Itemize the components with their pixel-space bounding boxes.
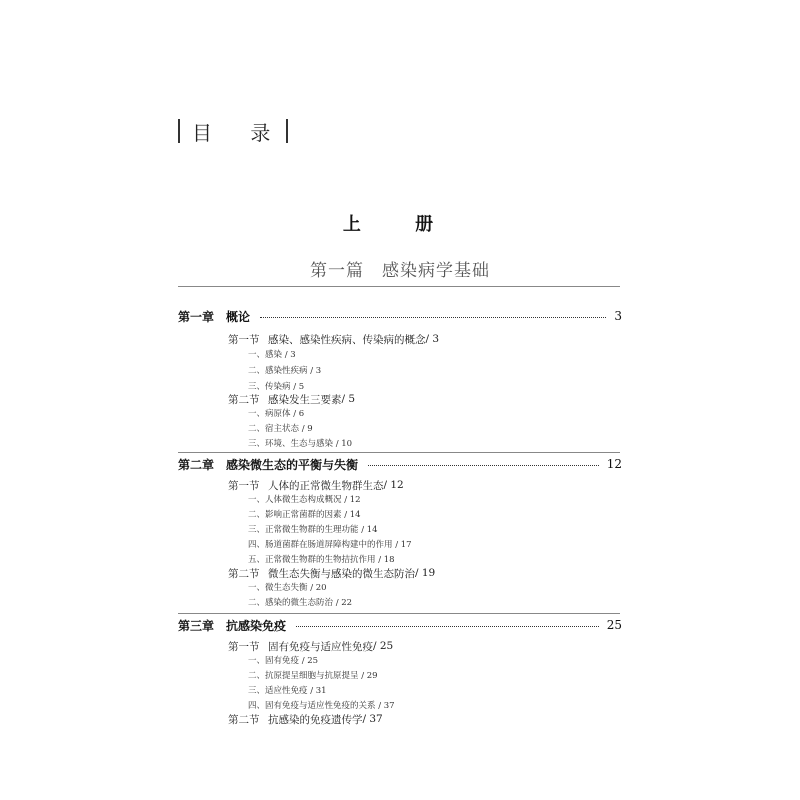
toc-item[interactable]: 一、病原体 / 6 — [248, 409, 305, 419]
section-page: / 5 — [341, 393, 356, 405]
chapter-number: 第一章 — [178, 309, 215, 324]
toc-item[interactable]: 一、微生态失衡 / 20 — [248, 583, 327, 593]
section-number: 第二节 — [228, 567, 260, 580]
toc-item[interactable]: 三、正常微生物群的生理功能 / 14 — [248, 525, 378, 535]
section-page: / 25 — [373, 640, 394, 652]
section-title: 微生态失衡与感染的微生态防治 — [268, 567, 415, 580]
chapter-number: 第二章 — [178, 457, 215, 472]
section-number: 第二节 — [228, 713, 260, 726]
section-row[interactable] — [228, 711, 383, 727]
part-number: 第一篇 — [310, 261, 364, 281]
section-page: / 19 — [415, 567, 436, 579]
section-title: 固有免疫与适应性免疫 — [268, 640, 373, 653]
header-right-bar — [286, 119, 288, 143]
part-divider — [178, 286, 620, 287]
chapter-row[interactable] — [178, 615, 622, 635]
part-title: 感染病学基础 — [382, 261, 490, 281]
section-page: / 12 — [383, 479, 404, 491]
chapter-page: 25 — [606, 618, 622, 632]
chapter-row[interactable] — [178, 306, 622, 326]
chapter-title: 抗感染免疫 — [226, 618, 287, 633]
section-title: 感染、感染性疾病、传染病的概念 — [268, 333, 426, 346]
toc-item[interactable]: 一、固有免疫 / 25 — [248, 656, 319, 666]
toc-item[interactable]: 二、抗原提呈细胞与抗原提呈 / 29 — [248, 671, 378, 681]
toc-item[interactable]: 三、环境、生态与感染 / 10 — [248, 439, 353, 449]
toc-item[interactable]: 二、宿主状态 / 9 — [248, 424, 313, 434]
part-heading — [0, 256, 800, 281]
dot-leader — [368, 465, 599, 466]
section-row[interactable] — [228, 565, 435, 581]
toc-title: 目 录 — [192, 120, 287, 145]
section-number: 第一节 — [228, 479, 260, 492]
toc-item[interactable]: 一、人体微生态构成概况 / 12 — [248, 495, 361, 505]
toc-item[interactable]: 一、感染 / 3 — [248, 350, 296, 360]
section-row[interactable] — [228, 391, 355, 407]
chapter-title: 概论 — [226, 309, 251, 324]
toc-item[interactable]: 三、传染病 / 5 — [248, 382, 305, 392]
dot-leader — [296, 626, 599, 627]
chapter-page: 3 — [614, 309, 622, 323]
section-number: 第二节 — [228, 393, 260, 406]
toc-item[interactable]: 二、影响正常菌群的因素 / 14 — [248, 510, 361, 520]
section-page: / 37 — [362, 713, 383, 725]
chapter-number: 第三章 — [178, 618, 215, 633]
toc-header — [178, 118, 288, 144]
section-title: 人体的正常微生物群生态 — [268, 479, 384, 492]
toc-item[interactable]: 二、感染的微生态防治 / 22 — [248, 598, 353, 608]
toc-item[interactable]: 五、正常微生物群的生物拮抗作用 / 18 — [248, 555, 395, 565]
section-title: 抗感染的免疫遗传学 — [268, 713, 363, 726]
section-title: 感染发生三要素 — [268, 393, 342, 406]
section-page: / 3 — [425, 333, 440, 345]
section-number: 第一节 — [228, 640, 260, 653]
section-row[interactable] — [228, 331, 439, 347]
chapter-divider — [178, 452, 620, 453]
volume-title: 上 册 — [342, 214, 458, 235]
toc-item[interactable]: 四、肠道菌群在肠道屏障构建中的作用 / 17 — [248, 540, 412, 550]
chapter-title: 感染微生态的平衡与失衡 — [226, 457, 359, 472]
section-row[interactable] — [228, 638, 393, 654]
chapter-page: 12 — [606, 457, 622, 471]
dot-leader — [260, 317, 606, 318]
toc-item[interactable]: 二、感染性疾病 / 3 — [248, 366, 322, 376]
chapter-divider — [178, 613, 620, 614]
chapter-row[interactable] — [178, 454, 622, 474]
section-row[interactable] — [228, 477, 404, 493]
toc-item[interactable]: 四、固有免疫与适应性免疫的关系 / 37 — [248, 701, 395, 711]
toc-item[interactable]: 三、适应性免疫 / 31 — [248, 686, 327, 696]
section-number: 第一节 — [228, 333, 260, 346]
